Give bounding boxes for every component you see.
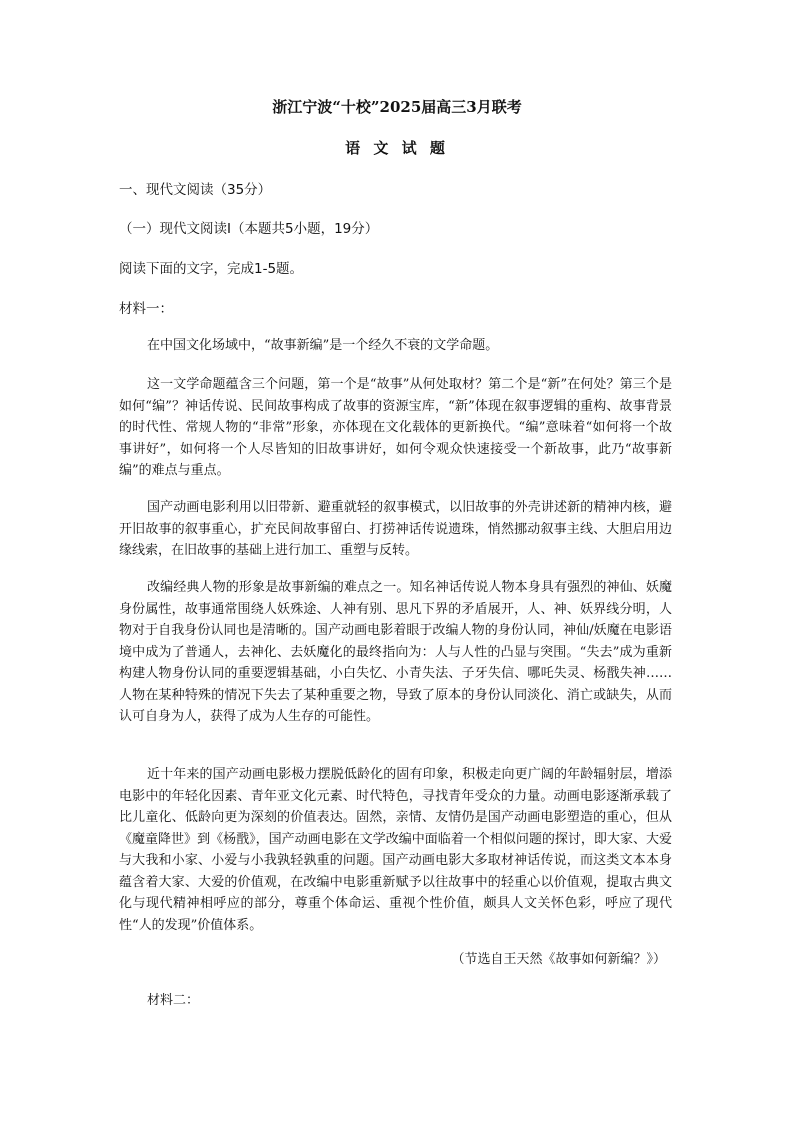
exam-title: 浙江宁波“十校”2025届高三3月联考 xyxy=(272,98,522,116)
material1-label: 材料一： xyxy=(119,301,173,317)
subject-title: 语 文 试 题 xyxy=(345,139,449,157)
sub-section-heading: （一）现代文阅读Ⅰ（本题共5小题，19分） xyxy=(119,221,379,237)
section-heading: 一、现代文阅读（35分） xyxy=(119,182,272,198)
material1-paragraph-4: 改编经典人物的形象是故事新编的难点之一。知名神话传说人物本身具有强烈的神仙、妖魔身份属性，故事通常围绕人妖殊途、人神有别、思凡下界的矛盾展开，人、神、妖界线分明，人物对于自我身份认同也是清晰的。国产动画电影着眼于改编人物的身份认同，神仙/妖魔在电影语境中成为了普通人，去神化、去妖魔化的最终指向为：人与人性的凸显与突围。“失去”成为重新构建人物身份认同的重要逻辑基础，小白失忆、小青失法、子牙失信、哪吒失灵、杨戬失神……人物在某种特殊的情况下失去了某种重要之物，导致了原本的身份认同淡化、消亡或缺失，从而认可自身为人，获得了成为人生存的可能性。 xyxy=(119,580,672,724)
material2-label: 材料二： xyxy=(147,993,200,1008)
reading-instruction: 阅读下面的文字，完成1-5题。 xyxy=(119,261,304,277)
material1-source: （节选自王天然《故事如何新编？》） xyxy=(451,952,666,967)
material1-paragraph-3: 国产动画电影利用以旧带新、避重就轻的叙事模式，以旧故事的外壳讲述新的精神内核，避开旧故事的叙事重心，扩充民间故事留白、打捞神话传说遗珠，悄然挪动叙事主线、大胆启用边缘线索，在旧故事的基础上进行加工、重塑与反转。 xyxy=(119,500,672,558)
material1-paragraph-5: 近十年来的国产动画电影极力摆脱低龄化的固有印象，积极走向更广阔的年龄辐射层，增添电影中的年轻化因素、青年亚文化元素、时代特色，寻找青年受众的力量。动画电影逐渐承载了比儿童化、低龄向更为深刻的价值表达。固然，亲情、友情仍是国产动画电影塑造的重心，但从《魔童降世》到《杨戬》，国产动画电影在文学改编中面临着一个相似问题的探讨，即大家、大爱与大我和小家、小爱与小我孰轻孰重的问题。国产动画电影大多取材神话传说，而这类文本本身蕴含着大家、大爱的价值观，在改编中电影重新赋予以往故事中的轻重心以价值观，提取古典文化与现代精神相呼应的部分，尊重个体命运、重视个性价值，颇具人文关怀色彩，呼应了现代性“人的发现”价值体系。 xyxy=(119,767,672,933)
material1-paragraph-2: 这一文学命题蕴含三个问题，第一个是“故事”从何处取材？第二个是“新”在何处？第三个是如何“编”？神话传说、民间故事构成了故事的资源宝库，“新”体现在叙事逻辑的重构、故事背景的时代性、常规人物的“非常”形象，亦体现在文化载体的更新换代。“编”意味着“如何将一个故事讲好”，如何将一个人尽皆知的旧故事讲好，如何令观众快速接受一个新故事，此乃“故事新编”的难点与重点。 xyxy=(119,377,672,478)
material1-paragraph-1: 在中国文化场域中，“故事新编”是一个经久不衰的文学命题。 xyxy=(147,338,499,353)
